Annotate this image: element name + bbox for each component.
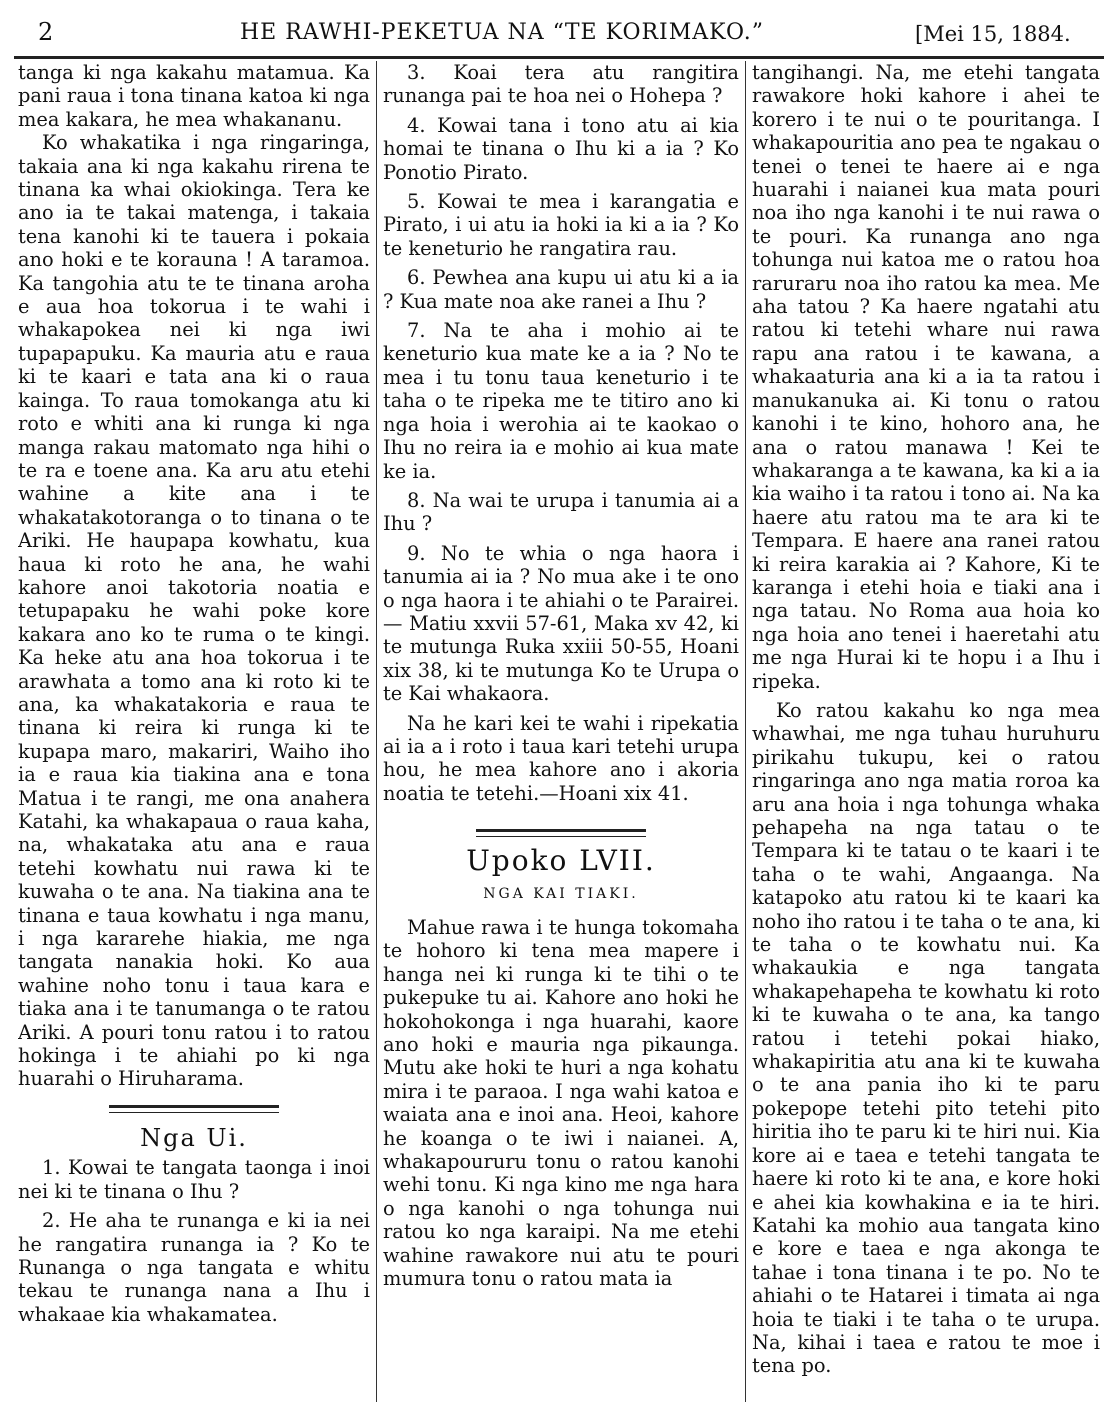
question: 2. He aha te runanga e ki ia nei he rangatira runanga ia ? Ko te Runanga o nga tangata e whitu tekau te runanga nana a Ihu i whakaae kia whakamatea. [18, 1209, 370, 1326]
paragraph: Ko whakatika i nga ringaringa, takaia ana ki nga kakahu rirena te tinana ka whai okiokinga. Tera ke ano ia te takai matenga, i takaia tena kanohi ki te tauera i pokaia ano hoki e te korauna ! A taramoa. Ka tangohia atu te te tinana aroha e aua hoa tokorua i te wahi i whakapokea nei ki nga iwi tupapapuku. Ka mauria atu e raua ki te kaari e tata ana ki o raua kainga. To raua tomokanga atu ki roto e whiti ana ki runga ki nga manga rakau matomato nga hihi o te ra e toene ana. Ka aru atu etehi wahine a kite ana i te whakatakotoranga o to tinana o te Ariki. He haupapa kowhatu, kua haua ki roto he ana, he wahi kahore anoi takotoria noatia e tetupapaku he wahi poke kore kakara ano ko te ruma o te kingi. Ka heke atu ana hoa tokorua i te arawhata a tomo ana ki roto ki te ana, ka whakatakoria e raua te tinana ki reira ki runga ki te kupapa maro, makariri, Waiho iho ia e raua kia tiakina ana e tona Matua i te rangi, me ona anahera Katahi, ka whakapaua o raua kaha, na, whakataka atu ana e raua tetehi kowhatu nui rawa ki te kuwaha o te ana. Na tiakina ana te tinana e taua kowhatu i nga manu, i nga kararehe hiakia, me nga tangata nanakia hoki. Ko aua wahine noho tonu i taua kara e tiaka ana i te tanumanga o te ratou Ariki. A pouri tonu ratou i to ratou hokinga i te ahiahi po ki nga huarahi o Hiruharama. [18, 131, 370, 1091]
section-divider [109, 1105, 279, 1113]
column-2 [383, 61, 739, 1404]
question: 4. Kowai tana i tono atu ai kia homai te tinana o Ihu ki a ia ? Ko Ponotio Pirato. [383, 113, 739, 184]
header-rule [14, 56, 1104, 59]
column-1 [18, 61, 370, 1404]
paragraph: tanga ki nga kakahu matamua. Ka pani raua i tona tinana katoa ki nga mea kakara, he mea whakananu. [18, 61, 370, 131]
chapter-subheading: NGA KAI TIAKI. [483, 885, 639, 902]
chapter-heading: Upoko LVII. [466, 844, 656, 878]
column-3 [752, 61, 1100, 1404]
question: 3. Koai tera atu rangitira runanga pai te hoa nei o Hohepa ? [383, 61, 739, 108]
question: 7. Na te aha i mohio ai te keneturio kua mate ke a ia ? No te mea i tu tonu taua keneturio i te taha o te ripeka me te titiro ano ki nga hoia i werohia ai te kaokao o Ihu no reira ia e mohio ai kua mate ke ia. [383, 319, 739, 483]
paragraph: Na he kari kei te wahi i ripekatia ai ia a i roto i taua kari tetehi urupa hou, he mea kahore ano i akoria noatia te tetehi.—Hoani xix 41. [383, 711, 739, 805]
question: 8. Na wai te urupa i tanumia ai a Ihu ? [383, 488, 739, 536]
question: 1. Kowai te tangata taonga i inoi nei ki te tinana o Ihu ? [18, 1156, 370, 1203]
page-number: 2 [38, 18, 54, 46]
issue-date: [Mei 15, 1884. [915, 22, 1071, 46]
paragraph: tangihangi. Na, me etehi tangata rawakore hoki kahore i ahei te korero i te nui o te pouritanga. I whakapouritia ano pea te ngakau o tenei o tenei te haere ai e nga huarahi i naianei kua mata pouri noa iho nga kanohi i te nui rawa o te pouri. Ka runanga ano nga tohunga nui katoa me o ratou hoa raruraru noa iho ratou ka mea. Me aha tatou ? Ka haere ngatahi atu ratou ki tetehi whare nui rawa rapu ana ratou i te kawana, a whakaaturia ana ki a ia ta ratou i manukanuka ai. Ki tonu o ratou kanohi i te kino, hohoro ana, he ana o ratou manawa ! Kei te whakaranga a te kawana, ka ki a ia kia waiho i ta ratou i tono ai. Na ka haere atu ratou ma te ara ki te Tempara. E haere ana ranei ratou ki reira karakia ai ? Kahore, Ki te karanga i etehi hoia e tiaki ana i nga tatau. No Roma aua hoia ko nga hoia ano tenei i haeretahi atu me nga Hurai ki te hopu i a Ihu i ripeka. [752, 61, 1100, 693]
paragraph: Ko ratou kakahu ko nga mea whawhai, me nga tuhau huruhuru pirikahu tukupu, kei o ratou ringaringa ano nga matia roroa ka aru ana hoia i nga tohunga whaka pehapeha na nga tatau o te Tempara ki te tatau o te kaari i te taha o te wahi, Angaanga. Na katapoko atu ratou ki te kaari ka noho iho ratou i te taha o te ana, ki te taha o te kowhatu nui. Ka whakaukia e nga tangata whakapehapeha te kowhatu ki roto ki te kuwaha o te ana, ka tango ratou i tetehi pokai hiako, whakapiritia atu ana ki te kuwaha o te ana pania iho ki te paru pokepope tetehi pito tetehi pito hiritia iho te paru ki te hiri nui. Kia kore ai e taea e tetehi tangata te haere ki roto ki te ana, e kore hoki e ahei kia kowhakina e ia te hiri. Katahi ka mohio aua tangata kino e kore e taea e nga akonga te tahae i tona tinana i te po. No te ahiahi o te Hatarei i timata ai nga hoia te tiaki i te taha o te urupa. Na, kihai i taea e ratou te moe i tena po. [752, 698, 1100, 1378]
running-title: HE RAWHI-PEKETUA NA “TE KORIMAKO.” [240, 20, 764, 45]
section-divider [476, 829, 646, 837]
paragraph: Mahue rawa i te hunga tokomaha te hohoro ki tena mea mapere i hanga nei ki runga ki te tihi o te pukepuke tu ai. Kahore ano hoki he hokohokonga i nga huarahi, kaore ano hoki e mauria nga pikaunga. Mutu ake hoki te huri a nga kohatu mira i te paraoa. I nga wahi katoa e waiata ana e inoi ana. Heoi, kahore he koanga o te iwi i naianei. A, whakapoururu tonu o ratou kanohi wehi tonu. Ki nga kino me nga hara o nga kanohi o nga tohunga nui ratou ko nga karaipi. Na me etehi wahine rawakore nui atu te pouri mumura tonu o ratou mata ia [383, 916, 739, 1291]
column-divider [376, 61, 377, 1402]
column-divider [745, 61, 746, 1402]
page-header [0, 0, 1114, 58]
question: 6. Pewhea ana kupu ui atu ki a ia ? Kua mate noa ake ranei a Ihu ? [383, 266, 739, 313]
question: 9. No te whia o nga haora i tanumia ai ia ? No mua ake i te ono o nga haora i te ahiahi o te Parairei. — Matiu xxvii 57-61, Maka xv 42, ki te mutunga Ruka xxiii 50-55, Hoani xix 38, ki te mutunga Ko te Urupa o te Kai whakaora. [383, 541, 739, 706]
section-heading: Nga Ui. [140, 1123, 248, 1152]
question: 5. Kowai te mea i karangatia e Pirato, i ui atu ia hoki ia ki a ia ? Ko te keneturio he rangatira rau. [383, 190, 739, 260]
